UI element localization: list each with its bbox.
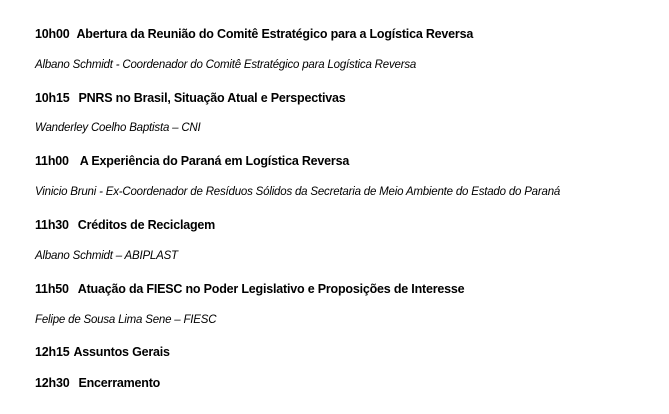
agenda-item-title: [35, 282, 464, 296]
agenda-item-title: [35, 376, 160, 390]
agenda-time: 10h15: [35, 91, 70, 105]
agenda-speaker: Felipe de Sousa Lima Sene – FIESC: [35, 314, 217, 326]
agenda-title: PNRS no Brasil, Situação Atual e Perspectivas: [78, 91, 346, 105]
agenda-item-title: [35, 27, 473, 41]
agenda-time: 11h30: [35, 218, 69, 232]
agenda-speaker: Albano Schmidt – ABIPLAST: [35, 250, 178, 262]
agenda-time: 11h50: [35, 282, 69, 296]
agenda-title: Encerramento: [78, 376, 161, 390]
agenda-title: Abertura da Reunião do Comitê Estratégico para a Logística Reversa: [76, 27, 474, 41]
agenda-title: Atuação da FIESC no Poder Legislativo e Proposições de Interesse: [77, 282, 465, 296]
agenda-time: 10h00: [35, 27, 70, 41]
agenda-time: 12h30: [35, 376, 70, 390]
agenda-title: A Experiência do Paraná em Logística Reversa: [79, 154, 350, 168]
agenda-title: Assuntos Gerais: [73, 345, 170, 359]
agenda-item-title: [35, 345, 170, 359]
agenda-item-title: [35, 154, 349, 168]
agenda-item-title: [35, 218, 215, 232]
agenda-speaker: Albano Schmidt - Coordenador do Comitê Estratégico para Logística Reversa: [35, 59, 417, 71]
agenda-title: Créditos de Reciclagem: [77, 218, 216, 232]
agenda-item-title: [35, 91, 345, 105]
agenda-speaker: Vinicio Bruni - Ex-Coordenador de Resíduos Sólidos da Secretaria de Meio Ambiente do Estado do Paraná: [35, 186, 561, 198]
agenda-time: 11h00: [35, 154, 69, 168]
agenda-time: 12h15: [35, 345, 70, 359]
agenda-speaker: Wanderley Coelho Baptista – CNI: [35, 122, 201, 134]
